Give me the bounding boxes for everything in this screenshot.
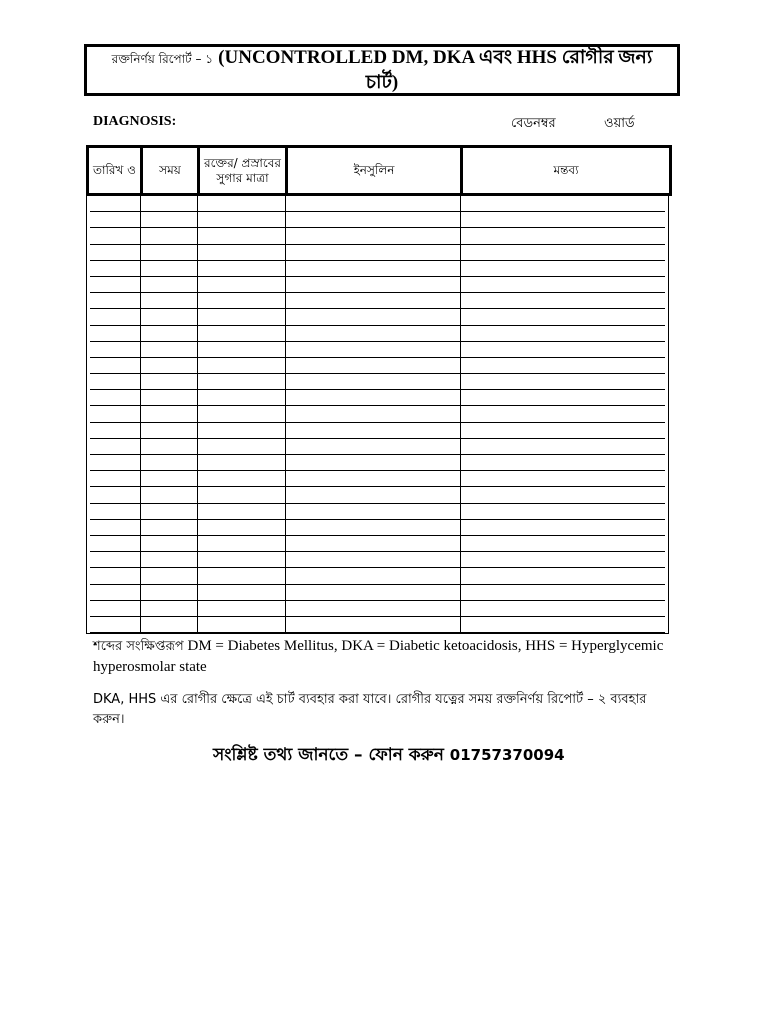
table-row xyxy=(90,568,665,584)
table-cell xyxy=(285,471,460,487)
table-cell xyxy=(197,568,285,584)
contact-text: সংশ্লিষ্ট তথ্য জানতে – ফোন করুন xyxy=(213,745,444,765)
table-cell xyxy=(197,455,285,471)
table-cell xyxy=(460,503,665,519)
table-cell xyxy=(140,357,197,373)
table-cell xyxy=(140,341,197,357)
ward-label: ওয়ার্ড xyxy=(604,116,635,131)
table-cell xyxy=(140,487,197,503)
table-cell xyxy=(140,519,197,535)
table-cell xyxy=(285,260,460,276)
table-cell xyxy=(285,341,460,357)
table-row xyxy=(90,276,665,292)
table-cell xyxy=(197,196,285,212)
table-row xyxy=(90,471,665,487)
table-row xyxy=(90,406,665,422)
record-table-header xyxy=(86,145,672,196)
table-cell xyxy=(90,438,140,454)
table-cell xyxy=(285,568,460,584)
table-cell xyxy=(90,406,140,422)
diagnosis-label: DIAGNOSIS: xyxy=(93,114,177,129)
table-row xyxy=(90,455,665,471)
table-cell xyxy=(197,293,285,309)
table-cell xyxy=(140,552,197,568)
table-cell xyxy=(90,325,140,341)
table-cell xyxy=(460,309,665,325)
table-cell xyxy=(140,196,197,212)
table-cell xyxy=(285,357,460,373)
header-insulin: ইনসুলিন xyxy=(287,147,462,195)
table-cell xyxy=(90,503,140,519)
table-cell xyxy=(197,390,285,406)
table-row xyxy=(90,357,665,373)
table-cell xyxy=(460,568,665,584)
table-cell xyxy=(140,535,197,551)
header-date-time: তারিখ ও xyxy=(88,147,142,195)
header-sugar-level: রক্তের/ প্রস্রাবের সুগার মাত্রা xyxy=(199,147,287,195)
table-cell xyxy=(90,568,140,584)
table-cell xyxy=(90,276,140,292)
table-cell xyxy=(140,600,197,616)
table-cell xyxy=(90,244,140,260)
table-cell xyxy=(197,438,285,454)
table-cell xyxy=(90,341,140,357)
table-cell xyxy=(460,471,665,487)
table-cell xyxy=(140,471,197,487)
table-cell xyxy=(197,374,285,390)
table-row xyxy=(90,438,665,454)
table-cell xyxy=(460,374,665,390)
table-cell xyxy=(197,212,285,228)
abbreviation-text: DM = Diabetes Mellitus, DKA = Diabetic ketoacidosis, HHS = Hyperglycemic hyperosmolar state xyxy=(93,638,664,675)
table-row xyxy=(90,341,665,357)
table-cell xyxy=(90,487,140,503)
table-cell xyxy=(285,422,460,438)
table-cell xyxy=(197,260,285,276)
table-cell xyxy=(90,552,140,568)
table-cell xyxy=(140,212,197,228)
table-cell xyxy=(285,406,460,422)
table-cell xyxy=(285,600,460,616)
table-cell xyxy=(140,244,197,260)
record-table-body xyxy=(86,196,669,634)
table-cell xyxy=(140,228,197,244)
table-cell xyxy=(140,438,197,454)
table-cell xyxy=(460,212,665,228)
table-cell xyxy=(197,584,285,600)
table-cell xyxy=(285,325,460,341)
table-cell xyxy=(460,552,665,568)
table-cell xyxy=(90,293,140,309)
form-title xyxy=(112,46,653,95)
form-title-box xyxy=(84,44,680,96)
table-cell xyxy=(140,325,197,341)
table-cell xyxy=(197,406,285,422)
table-cell xyxy=(460,455,665,471)
table-cell xyxy=(140,276,197,292)
table-cell xyxy=(197,471,285,487)
table-cell xyxy=(197,422,285,438)
table-cell xyxy=(197,487,285,503)
table-row xyxy=(90,422,665,438)
table-cell xyxy=(90,455,140,471)
title-end: চার্ট) xyxy=(365,71,399,93)
table-cell xyxy=(90,309,140,325)
table-cell xyxy=(140,260,197,276)
table-cell xyxy=(285,244,460,260)
table-cell xyxy=(90,600,140,616)
table-cell xyxy=(460,438,665,454)
contact-footer xyxy=(213,742,565,770)
table-cell xyxy=(90,196,140,212)
table-cell xyxy=(197,357,285,373)
table-cell xyxy=(140,568,197,584)
table-cell xyxy=(460,276,665,292)
table-cell xyxy=(460,519,665,535)
abbreviation-note xyxy=(93,636,673,678)
table-cell xyxy=(90,616,140,632)
table-cell xyxy=(140,390,197,406)
table-cell xyxy=(285,276,460,292)
contact-phone: 01757370094 xyxy=(449,746,565,764)
table-cell xyxy=(460,196,665,212)
table-cell xyxy=(285,535,460,551)
table-cell xyxy=(285,438,460,454)
table-cell xyxy=(197,309,285,325)
table-cell xyxy=(90,374,140,390)
table-cell xyxy=(460,616,665,632)
table-cell xyxy=(460,600,665,616)
table-row xyxy=(90,325,665,341)
table-cell xyxy=(285,212,460,228)
bed-number-label: বেডনম্বর xyxy=(511,116,556,131)
table-cell xyxy=(197,600,285,616)
table-cell xyxy=(285,455,460,471)
record-rows xyxy=(90,196,665,633)
table-cell xyxy=(285,616,460,632)
table-cell xyxy=(197,276,285,292)
table-cell xyxy=(197,535,285,551)
table-cell xyxy=(285,503,460,519)
table-cell xyxy=(460,325,665,341)
table-cell xyxy=(90,584,140,600)
table-row xyxy=(90,600,665,616)
table-cell xyxy=(140,406,197,422)
table-cell xyxy=(197,325,285,341)
table-cell xyxy=(460,293,665,309)
table-row xyxy=(90,535,665,551)
record-table xyxy=(86,145,669,634)
table-cell xyxy=(90,519,140,535)
table-cell xyxy=(460,341,665,357)
table-cell xyxy=(140,455,197,471)
abbreviation-prefix: শব্দের সংক্ষিপ্তরূপ xyxy=(93,639,184,654)
table-row xyxy=(90,584,665,600)
table-cell xyxy=(460,357,665,373)
table-cell xyxy=(197,552,285,568)
table-cell xyxy=(460,422,665,438)
table-row xyxy=(90,390,665,406)
table-cell xyxy=(140,616,197,632)
table-cell xyxy=(140,584,197,600)
table-cell xyxy=(460,535,665,551)
table-cell xyxy=(140,422,197,438)
table-row xyxy=(90,228,665,244)
table-cell xyxy=(140,503,197,519)
table-cell xyxy=(285,309,460,325)
table-row xyxy=(90,487,665,503)
table-cell xyxy=(197,341,285,357)
table-cell xyxy=(197,503,285,519)
table-cell xyxy=(460,406,665,422)
table-cell xyxy=(90,390,140,406)
table-cell xyxy=(285,487,460,503)
table-cell xyxy=(140,374,197,390)
table-cell xyxy=(460,390,665,406)
table-row xyxy=(90,244,665,260)
table-cell xyxy=(90,422,140,438)
table-cell xyxy=(285,228,460,244)
table-cell xyxy=(90,212,140,228)
table-cell xyxy=(197,228,285,244)
table-cell xyxy=(285,390,460,406)
table-cell xyxy=(197,616,285,632)
table-cell xyxy=(197,244,285,260)
title-main: (UNCONTROLLED DM, DKA এবং HHS রোগীর জন্য xyxy=(218,46,653,68)
table-row xyxy=(90,260,665,276)
header-time: সময় xyxy=(142,147,199,195)
table-row xyxy=(90,196,665,212)
title-prefix: রক্তনির্ণয় রিপোর্ট – ১ xyxy=(111,51,214,66)
table-cell xyxy=(285,519,460,535)
table-row xyxy=(90,552,665,568)
table-cell xyxy=(90,260,140,276)
table-row xyxy=(90,519,665,535)
table-cell xyxy=(90,471,140,487)
table-cell xyxy=(285,374,460,390)
table-cell xyxy=(197,519,285,535)
table-cell xyxy=(90,535,140,551)
table-row xyxy=(90,616,665,632)
table-cell xyxy=(90,228,140,244)
table-cell xyxy=(460,487,665,503)
table-cell xyxy=(285,584,460,600)
table-cell xyxy=(285,293,460,309)
table-cell xyxy=(460,244,665,260)
table-row xyxy=(90,293,665,309)
table-cell xyxy=(460,228,665,244)
header-remarks: মন্তব্য xyxy=(462,147,671,195)
table-cell xyxy=(140,293,197,309)
table-cell xyxy=(460,260,665,276)
usage-note: DKA, HHS এর রোগীর ক্ষেত্রে এই চার্ট ব্যবহার করা যাবে। রোগীর যত্নের সময় রক্তনির্ণয় রিপোর্ট – ২ ব্যবহার করুন। xyxy=(93,692,647,727)
table-cell xyxy=(285,196,460,212)
table-row xyxy=(90,309,665,325)
table-row xyxy=(90,374,665,390)
table-row xyxy=(90,503,665,519)
table-cell xyxy=(285,552,460,568)
table-row xyxy=(90,212,665,228)
table-cell xyxy=(460,584,665,600)
table-cell xyxy=(90,357,140,373)
table-cell xyxy=(140,309,197,325)
